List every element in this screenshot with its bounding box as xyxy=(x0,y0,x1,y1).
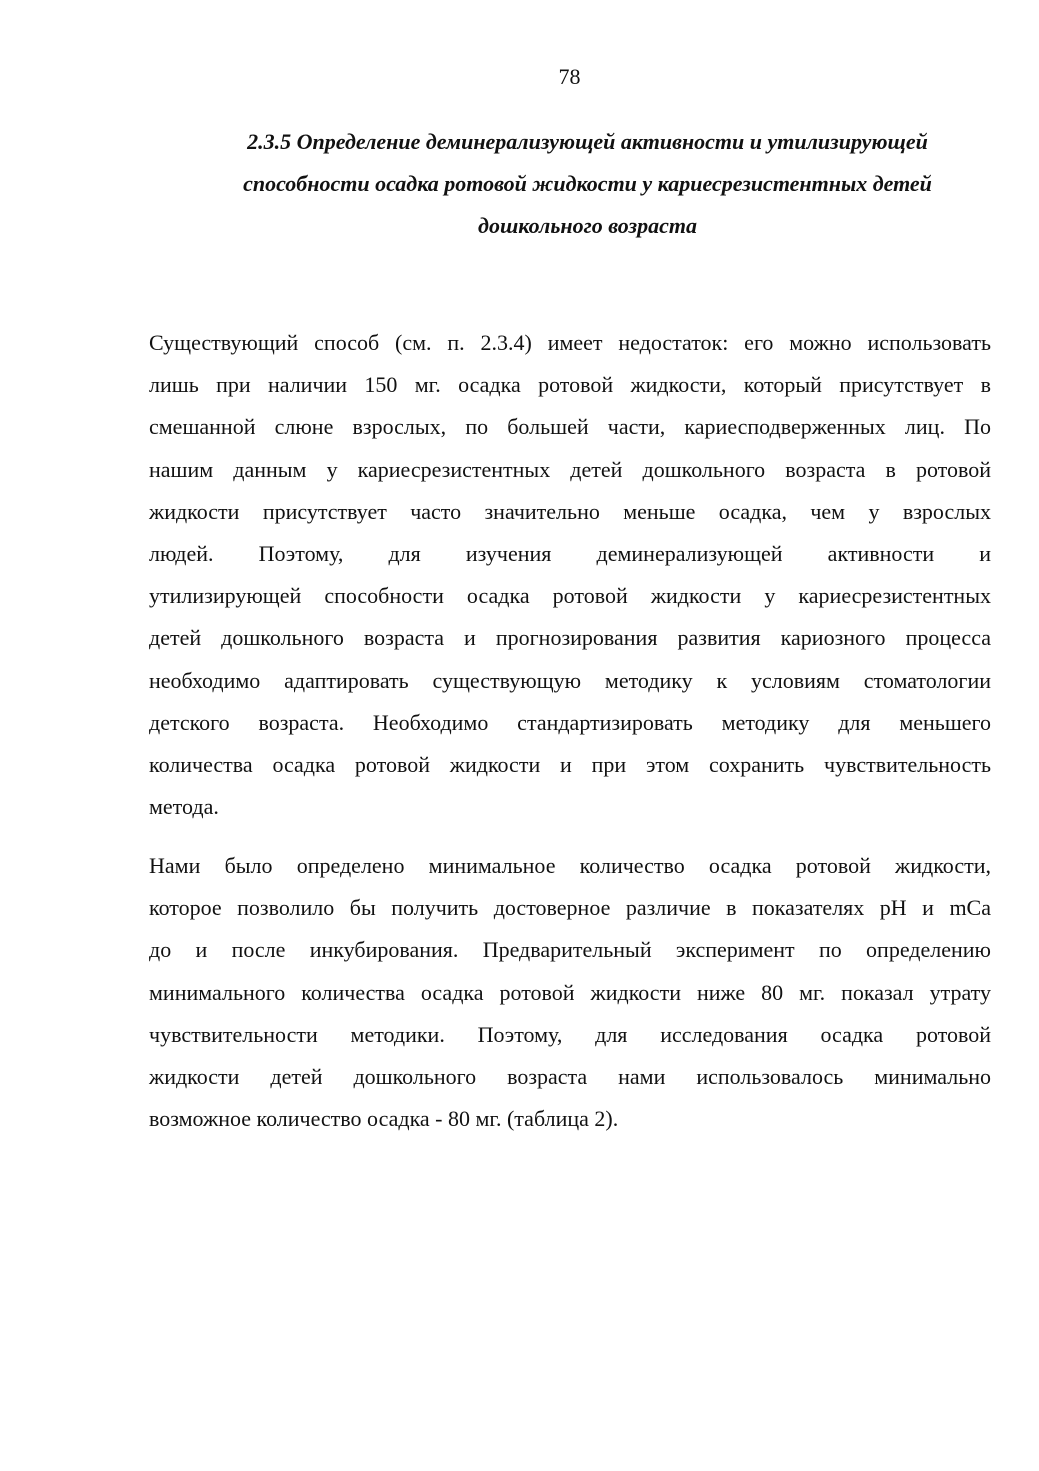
paragraph-line: детского возраста. Необходимо стандартизировать методику для меньшего xyxy=(149,709,991,735)
paragraph-line: лишь при наличии 150 мг. осадка ротовой жидкости, который присутствует в xyxy=(149,372,991,398)
paragraph-line: чувствительности методики. Поэтому, для исследования осадка ротовой xyxy=(149,1021,991,1047)
paragraph-1 xyxy=(149,322,991,828)
paragraph-line: Существующий способ (см. п. 2.3.4) имеет недостаток: его можно использовать xyxy=(149,330,991,355)
paragraph-line: возможное количество осадка - 80 мг. (таблица 2). xyxy=(149,1106,619,1132)
section-heading xyxy=(185,121,990,247)
paragraph-line: детей дошкольного возраста и прогнозирования развития кариозного процесса xyxy=(149,625,991,651)
heading-line: дошкольного возраста xyxy=(478,213,697,238)
paragraph-line: жидкости детей дошкольного возраста нами использовалось минимально xyxy=(149,1063,991,1089)
paragraph-line: смешанной слюне взрослых, по большей части, кариесподверженных лиц. По xyxy=(149,414,991,440)
paragraph-line: необходимо адаптировать существующую методику к условиям стоматологии xyxy=(149,667,991,693)
paragraph-line: людей. Поэтому, для изучения деминерализующей активности и xyxy=(149,540,991,566)
paragraph-line: которое позволило бы получить достоверное различие в показателях pH и mCa xyxy=(149,895,991,921)
paragraph-line: нашим данным у кариесрезистентных детей дошкольного возраста в ротовой xyxy=(149,456,991,482)
paragraph-line: утилизирующей способности осадка ротовой жидкости у кариесрезистентных xyxy=(149,583,991,609)
paragraph-line: количества осадка ротовой жидкости и при этом сохранить чувствительность xyxy=(149,751,991,777)
paragraph-line: жидкости присутствует часто значительно меньше осадка, чем у взрослых xyxy=(149,498,991,524)
paragraph-line: минимального количества осадка ротовой жидкости ниже 80 мг. показал утрату xyxy=(149,979,991,1005)
paragraph-line: Нами было определено минимальное количество осадка ротовой жидкости, xyxy=(149,853,991,878)
heading-line: способности осадка ротовой жидкости у кариесрезистентных детей xyxy=(243,171,932,196)
page-number: 78 xyxy=(558,64,581,89)
paragraph-2 xyxy=(149,845,991,1140)
paragraph-line: метода. xyxy=(149,794,219,820)
heading-line: 2.3.5 Определение деминерализующей активности и утилизирующей xyxy=(247,129,928,154)
paragraph-line: до и после инкубирования. Предварительный эксперимент по определению xyxy=(149,937,991,963)
